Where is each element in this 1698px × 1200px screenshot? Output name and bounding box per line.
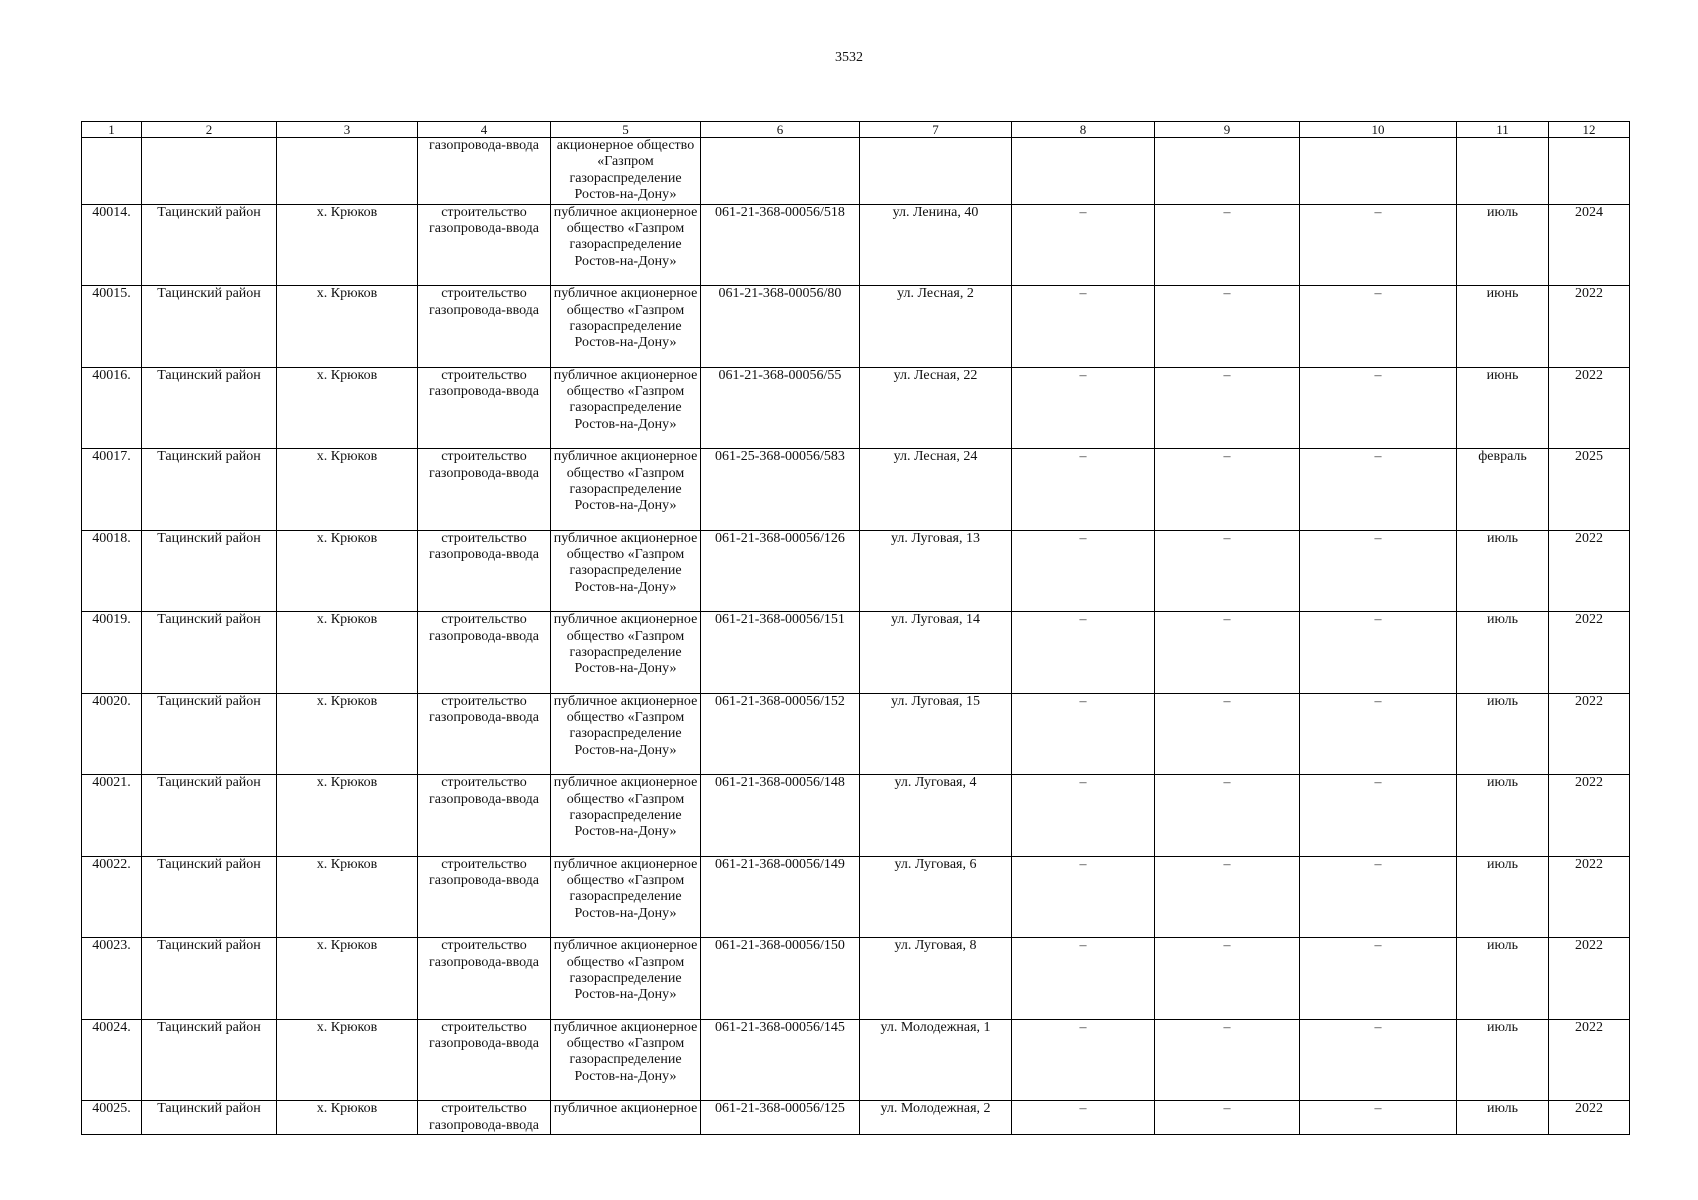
month-cell: июль (1457, 1101, 1549, 1135)
code-cell: 061-21-368-00056/55 (701, 367, 860, 449)
table-row (82, 856, 1630, 938)
district-cell: Тацинский район (142, 449, 277, 531)
district-cell: Тацинский район (142, 286, 277, 368)
row-number-cell: 40020. (82, 693, 142, 775)
code-cell: 061-21-368-00056/145 (701, 1019, 860, 1101)
column-header: 8 (1012, 122, 1155, 138)
organization-cell: публичное акционерное общество «Газпром газораспределение Ростов-на-Дону» (551, 530, 701, 612)
col10-cell: – (1300, 530, 1457, 612)
district-cell: Тацинский район (142, 204, 277, 286)
district-cell: Тацинский район (142, 1019, 277, 1101)
month-cell: июль (1457, 938, 1549, 1020)
table-row (82, 775, 1630, 857)
locality-cell: х. Крюков (277, 1019, 418, 1101)
locality-cell: х. Крюков (277, 367, 418, 449)
col10-cell: – (1300, 204, 1457, 286)
row-number-cell: 40014. (82, 204, 142, 286)
code-cell: 061-21-368-00056/125 (701, 1101, 860, 1135)
code-cell: 061-21-368-00056/152 (701, 693, 860, 775)
col8-cell: – (1012, 204, 1155, 286)
col9-cell: – (1155, 204, 1300, 286)
col9-cell: – (1155, 693, 1300, 775)
col8-cell: – (1012, 530, 1155, 612)
code-cell: 061-25-368-00056/583 (701, 449, 860, 531)
district-cell: Тацинский район (142, 367, 277, 449)
month-cell: июнь (1457, 286, 1549, 368)
address-cell: ул. Луговая, 15 (860, 693, 1012, 775)
code-cell: 061-21-368-00056/151 (701, 612, 860, 694)
col8-cell: – (1012, 693, 1155, 775)
organization-cell: публичное акционерное общество «Газпром газораспределение Ростов-на-Дону» (551, 938, 701, 1020)
column-header: 9 (1155, 122, 1300, 138)
col10-cell: – (1300, 449, 1457, 531)
address-cell: ул. Лесная, 22 (860, 367, 1012, 449)
address-cell: ул. Молодежная, 2 (860, 1101, 1012, 1135)
locality-cell: х. Крюков (277, 449, 418, 531)
month-cell: июнь (1457, 367, 1549, 449)
address-cell: ул. Луговая, 6 (860, 856, 1012, 938)
address-cell: ул. Луговая, 8 (860, 938, 1012, 1020)
row-number-cell: 40022. (82, 856, 142, 938)
district-cell: Тацинский район (142, 775, 277, 857)
organization-cell: публичное акционерное общество «Газпром газораспределение Ростов-на-Дону» (551, 612, 701, 694)
column-header: 7 (860, 122, 1012, 138)
district-cell: Тацинский район (142, 856, 277, 938)
work-type-cell: строительство газопровода-ввода (418, 449, 551, 531)
col8-cell: – (1012, 449, 1155, 531)
table-row (82, 693, 1630, 775)
row-number-cell: 40023. (82, 938, 142, 1020)
locality-cell: х. Крюков (277, 204, 418, 286)
year-cell: 2022 (1549, 367, 1630, 449)
column-number-row (82, 122, 1630, 138)
table-row (82, 367, 1630, 449)
address-cell: ул. Лесная, 2 (860, 286, 1012, 368)
table-row (82, 1101, 1630, 1135)
column-header: 5 (551, 122, 701, 138)
column-header: 4 (418, 122, 551, 138)
work-type-cell: строительство газопровода-ввода (418, 856, 551, 938)
address-cell: ул. Луговая, 13 (860, 530, 1012, 612)
organization-cell: публичное акционерное общество «Газпром газораспределение Ростов-на-Дону» (551, 286, 701, 368)
row-number-cell: 40025. (82, 1101, 142, 1135)
year-cell: 2022 (1549, 286, 1630, 368)
locality-cell: х. Крюков (277, 530, 418, 612)
row-number-cell: 40018. (82, 530, 142, 612)
district-cell: Тацинский район (142, 693, 277, 775)
row-number-cell: 40016. (82, 367, 142, 449)
year-cell: 2022 (1549, 938, 1630, 1020)
col9-cell: – (1155, 367, 1300, 449)
organization-cell: публичное акционерное общество «Газпром газораспределение Ростов-на-Дону» (551, 693, 701, 775)
year-cell: 2025 (1549, 449, 1630, 531)
year-cell: 2022 (1549, 1101, 1630, 1135)
locality-cell: х. Крюков (277, 1101, 418, 1135)
organization-cell: публичное акционерное общество «Газпром газораспределение Ростов-на-Дону» (551, 1019, 701, 1101)
month-cell: июль (1457, 693, 1549, 775)
locality-cell: х. Крюков (277, 286, 418, 368)
code-cell: 061-21-368-00056/518 (701, 204, 860, 286)
month-cell: июль (1457, 204, 1549, 286)
col10-cell: – (1300, 856, 1457, 938)
col10-cell: – (1300, 693, 1457, 775)
col8-cell: – (1012, 856, 1155, 938)
work-type-cell: строительство газопровода-ввода (418, 1101, 551, 1135)
locality-cell: х. Крюков (277, 612, 418, 694)
row-number-cell: 40024. (82, 1019, 142, 1101)
work-type-cell: строительство газопровода-ввода (418, 286, 551, 368)
work-type-cell: строительство газопровода-ввода (418, 1019, 551, 1101)
address-cell: ул. Лесная, 24 (860, 449, 1012, 531)
col10-cell: – (1300, 367, 1457, 449)
work-type-cell: газопровода-ввода (418, 138, 551, 205)
district-cell: Тацинский район (142, 530, 277, 612)
month-cell: июль (1457, 775, 1549, 857)
col8-cell: – (1012, 775, 1155, 857)
code-cell: 061-21-368-00056/149 (701, 856, 860, 938)
month-cell: июль (1457, 612, 1549, 694)
locality-cell: х. Крюков (277, 693, 418, 775)
district-cell: Тацинский район (142, 612, 277, 694)
registry-table (81, 121, 1630, 1135)
address-cell: ул. Молодежная, 1 (860, 1019, 1012, 1101)
month-cell: июль (1457, 856, 1549, 938)
column-header: 2 (142, 122, 277, 138)
locality-cell: х. Крюков (277, 775, 418, 857)
page-number: 3532 (835, 50, 863, 65)
year-cell: 2022 (1549, 856, 1630, 938)
col10-cell: – (1300, 938, 1457, 1020)
row-number-cell: 40015. (82, 286, 142, 368)
organization-cell: акционерное общество «Газпром газораспределение Ростов-на-Дону» (551, 138, 701, 205)
col9-cell: – (1155, 612, 1300, 694)
work-type-cell: строительство газопровода-ввода (418, 775, 551, 857)
year-cell: 2022 (1549, 693, 1630, 775)
col9-cell: – (1155, 775, 1300, 857)
year-cell: 2022 (1549, 612, 1630, 694)
code-cell: 061-21-368-00056/150 (701, 938, 860, 1020)
continuation-row (82, 138, 1630, 205)
organization-cell: публичное акционерное общество «Газпром газораспределение Ростов-на-Дону» (551, 856, 701, 938)
locality-cell: х. Крюков (277, 938, 418, 1020)
column-header: 1 (82, 122, 142, 138)
col9-cell: – (1155, 449, 1300, 531)
year-cell: 2022 (1549, 1019, 1630, 1101)
work-type-cell: строительство газопровода-ввода (418, 367, 551, 449)
table-row (82, 449, 1630, 531)
column-header: 10 (1300, 122, 1457, 138)
code-cell: 061-21-368-00056/148 (701, 775, 860, 857)
col10-cell: – (1300, 612, 1457, 694)
table-row (82, 1019, 1630, 1101)
organization-cell: публичное акционерное общество «Газпром газораспределение Ростов-на-Дону» (551, 775, 701, 857)
col10-cell: – (1300, 286, 1457, 368)
column-header: 11 (1457, 122, 1549, 138)
col8-cell: – (1012, 938, 1155, 1020)
table-row (82, 286, 1630, 368)
table-row (82, 204, 1630, 286)
code-cell: 061-21-368-00056/80 (701, 286, 860, 368)
organization-cell: публичное акционерное общество «Газпром газораспределение Ростов-на-Дону» (551, 449, 701, 531)
organization-cell: публичное акционерное общество «Газпром газораспределение Ростов-на-Дону» (551, 204, 701, 286)
organization-cell: публичное акционерное общество «Газпром газораспределение Ростов-на-Дону» (551, 367, 701, 449)
month-cell: июль (1457, 1019, 1549, 1101)
address-cell: ул. Ленина, 40 (860, 204, 1012, 286)
address-cell: ул. Луговая, 4 (860, 775, 1012, 857)
col10-cell: – (1300, 1101, 1457, 1135)
row-number-cell: 40019. (82, 612, 142, 694)
organization-cell: публичное акционерное (551, 1101, 701, 1135)
locality-cell: х. Крюков (277, 856, 418, 938)
col8-cell: – (1012, 1101, 1155, 1135)
table-row (82, 530, 1630, 612)
work-type-cell: строительство газопровода-ввода (418, 612, 551, 694)
work-type-cell: строительство газопровода-ввода (418, 204, 551, 286)
col8-cell: – (1012, 367, 1155, 449)
address-cell: ул. Луговая, 14 (860, 612, 1012, 694)
table-row (82, 938, 1630, 1020)
row-number-cell: 40017. (82, 449, 142, 531)
col9-cell: – (1155, 1101, 1300, 1135)
work-type-cell: строительство газопровода-ввода (418, 530, 551, 612)
column-header: 12 (1549, 122, 1630, 138)
district-cell: Тацинский район (142, 1101, 277, 1135)
district-cell: Тацинский район (142, 938, 277, 1020)
col8-cell: – (1012, 1019, 1155, 1101)
year-cell: 2022 (1549, 530, 1630, 612)
work-type-cell: строительство газопровода-ввода (418, 693, 551, 775)
month-cell: июль (1457, 530, 1549, 612)
col9-cell: – (1155, 856, 1300, 938)
col9-cell: – (1155, 286, 1300, 368)
code-cell: 061-21-368-00056/126 (701, 530, 860, 612)
work-type-cell: строительство газопровода-ввода (418, 938, 551, 1020)
col8-cell: – (1012, 612, 1155, 694)
year-cell: 2024 (1549, 204, 1630, 286)
col9-cell: – (1155, 530, 1300, 612)
col9-cell: – (1155, 1019, 1300, 1101)
column-header: 3 (277, 122, 418, 138)
col10-cell: – (1300, 775, 1457, 857)
col9-cell: – (1155, 938, 1300, 1020)
month-cell: февраль (1457, 449, 1549, 531)
column-header: 6 (701, 122, 860, 138)
col8-cell: – (1012, 286, 1155, 368)
col10-cell: – (1300, 1019, 1457, 1101)
table-row (82, 612, 1630, 694)
year-cell: 2022 (1549, 775, 1630, 857)
row-number-cell: 40021. (82, 775, 142, 857)
